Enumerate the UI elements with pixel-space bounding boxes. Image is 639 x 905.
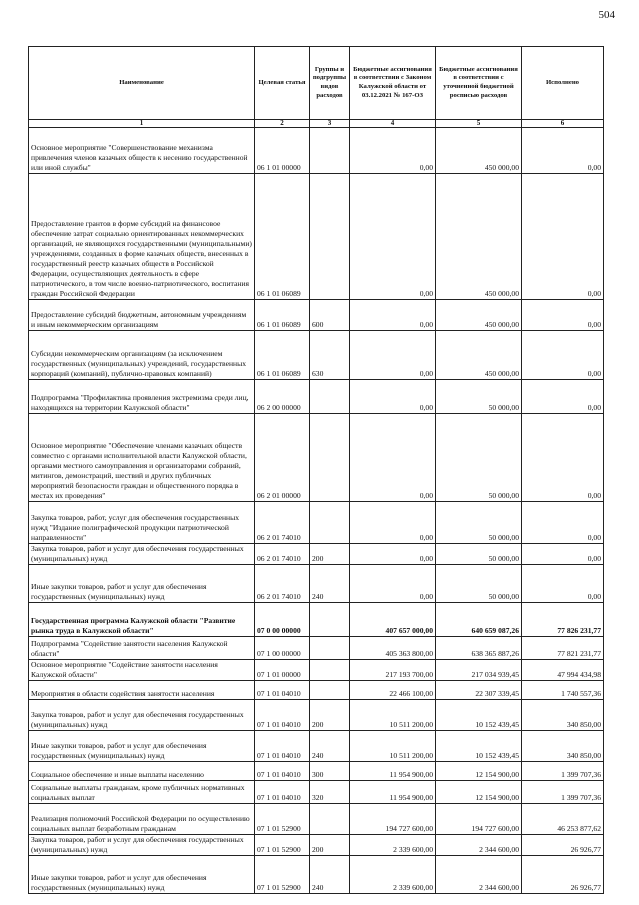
row-budget-amount: 638 365 887,26 [436,637,522,660]
row-name: Предоставление грантов в форме субсидий на финансовое обеспечение затрат социально ориентированных некоммерческих организаций, не являющихся государственными (муниципальными) учреждениями, созданных в форме казачьих обществ, внесенных в государственный реестр казачьих обществ в Российской Федерации, осуществляющих деятельность в сфере патриотического, в том числе военно-патриотического, воспитания граждан Российской Федерации [29,174,255,300]
table-row [29,544,604,565]
row-executed-amount: 1 740 557,36 [522,681,604,700]
row-name: Иные закупки товаров, работ и услуг для обеспечения государственных (муниципальных) нужд [29,731,255,762]
row-executed-amount: 0,00 [522,380,604,414]
row-code: 07 1 01 04010 [255,700,310,731]
row-executed-amount: 340 850,00 [522,731,604,762]
row-group: 630 [310,331,350,380]
row-law-amount: 0,00 [350,174,436,300]
row-name: Основное мероприятие "Совершенствование механизма привлечения членов казачьих обществ к несению государственной или иной службы" [29,128,255,174]
header-code: Целевая статья [255,47,310,120]
header-group: Группы и подгруппы видов расходов [310,47,350,120]
row-law-amount: 0,00 [350,565,436,603]
row-code: 07 1 01 04010 [255,731,310,762]
row-executed-amount: 26 926,77 [522,856,604,894]
table-row [29,804,604,835]
row-budget-amount: 50 000,00 [436,565,522,603]
row-executed-amount: 0,00 [522,502,604,544]
row-law-amount: 0,00 [350,544,436,565]
row-name: Подпрограмма "Содействие занятости населения Калужской области" [29,637,255,660]
header-done: Исполнено [522,47,604,120]
row-law-amount: 11 954 900,00 [350,762,436,781]
row-group: 200 [310,544,350,565]
row-executed-amount: 0,00 [522,414,604,502]
row-code: 07 1 01 04010 [255,681,310,700]
column-number: 6 [522,120,604,128]
row-executed-amount: 0,00 [522,565,604,603]
row-group: 200 [310,700,350,731]
row-code: 07 1 01 00000 [255,660,310,681]
row-group: 240 [310,731,350,762]
table-row [29,128,604,174]
row-budget-amount: 450 000,00 [436,300,522,331]
row-group: 240 [310,565,350,603]
row-group [310,804,350,835]
row-law-amount: 0,00 [350,300,436,331]
row-group: 200 [310,835,350,856]
row-budget-amount: 640 659 087,26 [436,603,522,637]
row-name: Мероприятия в области содействия занятости населения [29,681,255,700]
row-executed-amount: 77 826 231,77 [522,603,604,637]
row-executed-amount: 0,00 [522,128,604,174]
table-row [29,174,604,300]
row-law-amount: 217 193 700,00 [350,660,436,681]
row-group [310,603,350,637]
row-group [310,660,350,681]
row-name: Основное мероприятие "Обеспечение членами казачьих обществ совместно с органами исполнительной власти Калужской области, органами местного самоуправления и организаторами собраний, митингов, демонстраций, шествий и других публичных мероприятий безопасности граждан и общественного порядка в местах их проведения" [29,414,255,502]
row-code: 07 0 00 00000 [255,603,310,637]
row-executed-amount: 1 399 707,36 [522,762,604,781]
row-name: Субсидии некоммерческим организациям (за исключением государственных (муниципальных) учреждений, государственных корпораций (компаний), публично-правовых компаний) [29,331,255,380]
header-law: Бюджетные ассигнования в соответствии с Законом Калужской области от 03.12.2021 № 167-ОЗ [350,47,436,120]
row-budget-amount: 2 344 600,00 [436,835,522,856]
row-name: Социальное обеспечение и иные выплаты населению [29,762,255,781]
table-row [29,731,604,762]
table-row [29,835,604,856]
row-budget-amount: 50 000,00 [436,414,522,502]
row-law-amount: 0,00 [350,502,436,544]
row-budget-amount: 50 000,00 [436,544,522,565]
row-budget-amount: 2 344 600,00 [436,856,522,894]
row-code: 06 2 01 00000 [255,414,310,502]
row-name: Закупка товаров, работ и услуг для обеспечения государственных (муниципальных) нужд [29,700,255,731]
column-number-row [29,120,604,128]
row-budget-amount: 12 154 900,00 [436,781,522,804]
row-group: 600 [310,300,350,331]
table-row [29,700,604,731]
row-budget-amount: 50 000,00 [436,502,522,544]
row-budget-amount: 194 727 600,00 [436,804,522,835]
row-law-amount: 10 511 200,00 [350,731,436,762]
header-name: Наименование [29,47,255,120]
row-budget-amount: 10 152 439,45 [436,700,522,731]
table-row [29,762,604,781]
row-name: Закупка товаров, работ и услуг для обеспечения государственных (муниципальных) нужд [29,544,255,565]
row-group [310,502,350,544]
table-row [29,856,604,894]
row-executed-amount: 0,00 [522,174,604,300]
row-law-amount: 22 466 100,00 [350,681,436,700]
row-budget-amount: 450 000,00 [436,331,522,380]
row-budget-amount: 450 000,00 [436,128,522,174]
table-row [29,660,604,681]
row-group [310,414,350,502]
row-code: 07 1 00 00000 [255,637,310,660]
row-code: 07 1 01 52900 [255,856,310,894]
row-executed-amount: 77 821 231,77 [522,637,604,660]
row-law-amount: 194 727 600,00 [350,804,436,835]
row-executed-amount: 46 253 877,62 [522,804,604,835]
row-name: Закупка товаров, работ и услуг для обеспечения государственных (муниципальных) нужд [29,835,255,856]
row-code: 06 2 00 00000 [255,380,310,414]
table-row [29,331,604,380]
row-name: Предоставление субсидий бюджетным, автономным учреждениям и иным некоммерческим организациям [29,300,255,331]
row-group [310,637,350,660]
row-name: Государственная программа Калужской области "Развитие рынка труда в Калужской области" [29,603,255,637]
row-executed-amount: 1 399 707,36 [522,781,604,804]
table-row [29,380,604,414]
row-executed-amount: 0,00 [522,544,604,565]
row-law-amount: 407 657 000,00 [350,603,436,637]
row-law-amount: 0,00 [350,414,436,502]
column-number: 3 [310,120,350,128]
page-number: 504 [598,9,615,21]
table-row [29,681,604,700]
row-group [310,128,350,174]
row-code: 06 1 01 06089 [255,331,310,380]
row-budget-amount: 50 000,00 [436,380,522,414]
row-code: 07 1 01 52900 [255,804,310,835]
row-code: 06 1 01 06089 [255,300,310,331]
row-executed-amount: 0,00 [522,300,604,331]
row-law-amount: 0,00 [350,331,436,380]
column-number: 1 [29,120,255,128]
table-row [29,414,604,502]
row-law-amount: 0,00 [350,128,436,174]
row-name: Иные закупки товаров, работ и услуг для обеспечения государственных (муниципальных) нужд [29,856,255,894]
table-row [29,565,604,603]
row-law-amount: 0,00 [350,380,436,414]
row-name: Основное мероприятие "Содействие занятости населения Калужской области" [29,660,255,681]
row-budget-amount: 450 000,00 [436,174,522,300]
row-law-amount: 10 511 200,00 [350,700,436,731]
row-group [310,174,350,300]
row-law-amount: 2 339 600,00 [350,856,436,894]
header-row [29,47,604,120]
row-code: 06 1 01 06089 [255,174,310,300]
row-code: 06 2 01 74010 [255,565,310,603]
row-budget-amount: 12 154 900,00 [436,762,522,781]
row-code: 07 1 01 04010 [255,762,310,781]
budget-table [28,46,604,894]
row-executed-amount: 47 994 434,98 [522,660,604,681]
row-law-amount: 11 954 900,00 [350,781,436,804]
header-budget: Бюджетные ассигнования в соответствии с уточненной бюджетной росписью расходов [436,47,522,120]
table-row [29,603,604,637]
row-code: 07 1 01 52900 [255,835,310,856]
table-row [29,502,604,544]
row-budget-amount: 10 152 439,45 [436,731,522,762]
row-budget-amount: 217 034 939,45 [436,660,522,681]
row-name: Закупка товаров, работ, услуг для обеспечения государственных нужд "Издание полиграфической продукции патриотической направленности" [29,502,255,544]
row-group [310,380,350,414]
row-name: Социальные выплаты гражданам, кроме публичных нормативных социальных выплат [29,781,255,804]
row-group: 320 [310,781,350,804]
row-code: 06 1 01 00000 [255,128,310,174]
table-row [29,300,604,331]
row-code: 06 2 01 74010 [255,502,310,544]
row-group: 300 [310,762,350,781]
row-group [310,681,350,700]
column-number: 4 [350,120,436,128]
row-executed-amount: 0,00 [522,331,604,380]
row-name: Иные закупки товаров, работ и услуг для обеспечения государственных (муниципальных) нужд [29,565,255,603]
column-number: 2 [255,120,310,128]
row-executed-amount: 340 850,00 [522,700,604,731]
table-row [29,637,604,660]
column-number: 5 [436,120,522,128]
row-budget-amount: 22 307 339,45 [436,681,522,700]
row-law-amount: 405 363 800,00 [350,637,436,660]
row-group: 240 [310,856,350,894]
table-row [29,781,604,804]
row-law-amount: 2 339 600,00 [350,835,436,856]
row-code: 07 1 01 04010 [255,781,310,804]
row-executed-amount: 26 926,77 [522,835,604,856]
row-code: 06 2 01 74010 [255,544,310,565]
row-name: Подпрограмма "Профилактика проявления экстремизма среди лиц, находящихся на территории Калужской области" [29,380,255,414]
row-name: Реализация полномочий Российской Федерации по осуществлению социальных выплат безработным гражданам [29,804,255,835]
